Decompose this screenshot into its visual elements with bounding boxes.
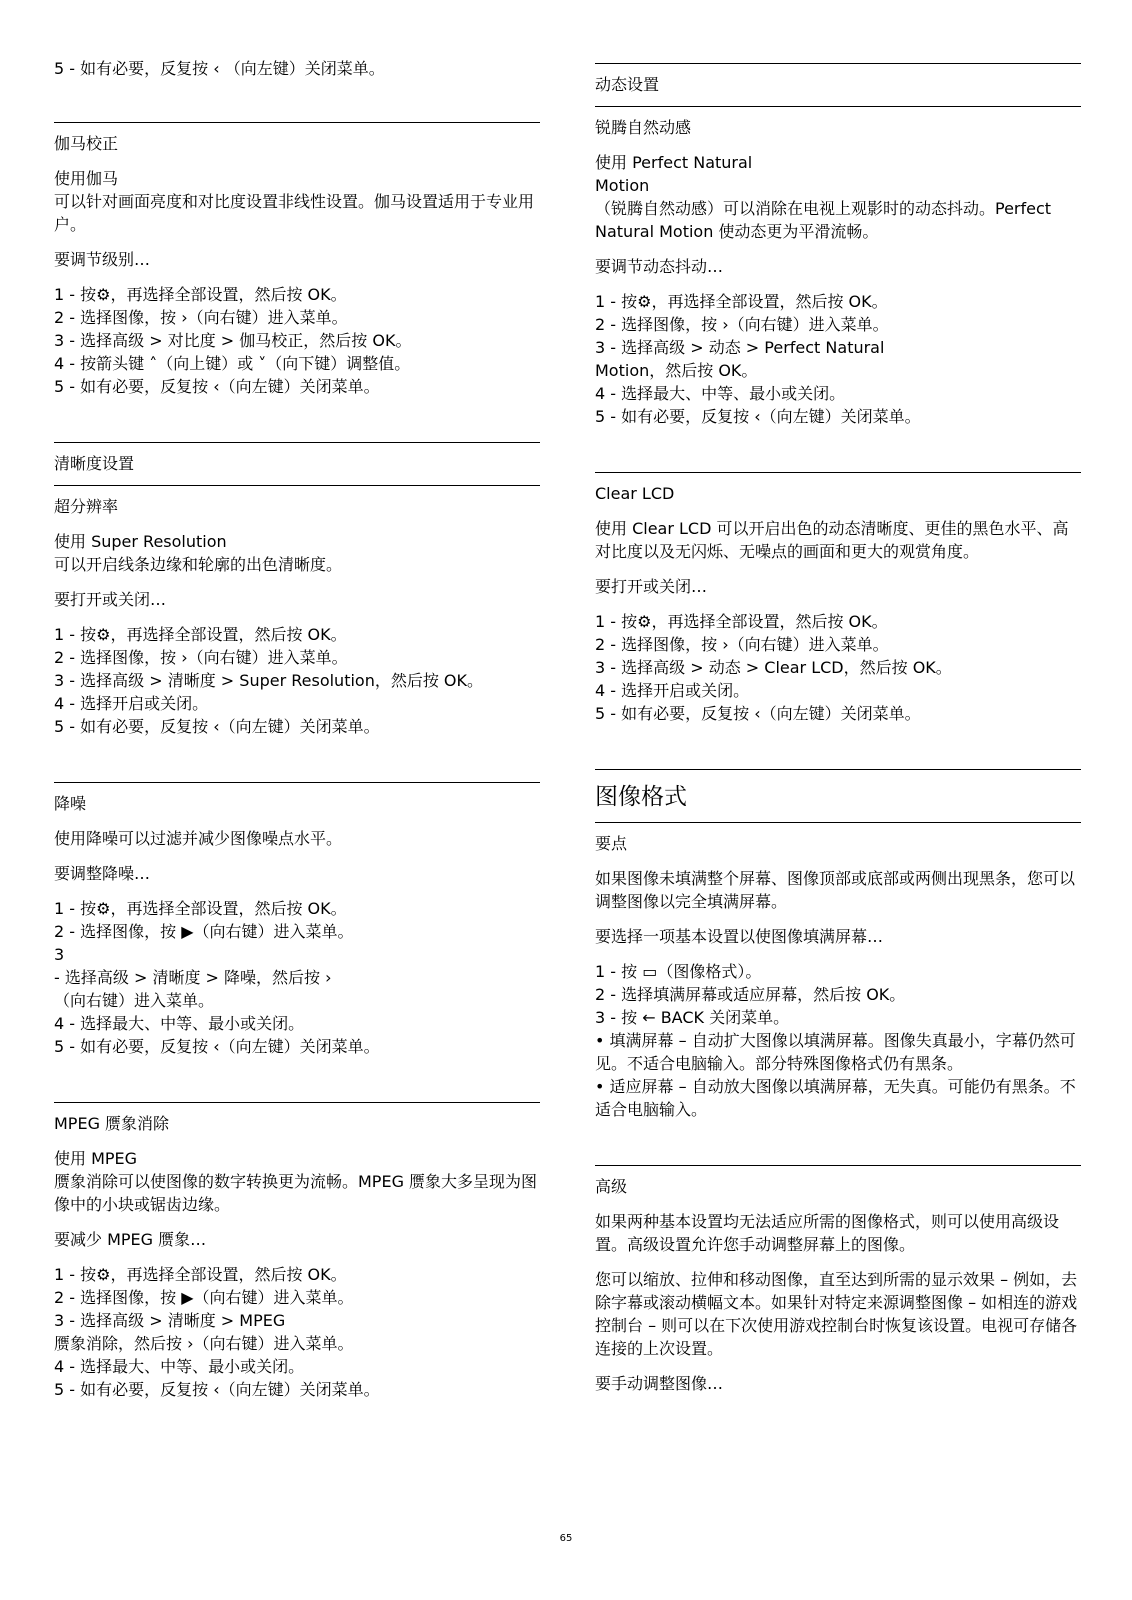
picture-format-subtitle: 要点 <box>595 834 628 853</box>
advanced-title: 高级 <box>595 1177 628 1196</box>
clear-lcd-lead: 要打开或关闭… <box>595 577 708 596</box>
section-rule <box>595 1165 1081 1166</box>
section-rule <box>54 782 540 783</box>
list-item: 5 - 如有必要，反复按 ‹（向左键）关闭菜单。 <box>54 377 380 396</box>
picture-format-title: 图像格式 <box>595 784 687 810</box>
advanced-para-2: 您可以缩放、拉伸和移动图像，直至达到所需的显示效果 – 例如，去除字幕或滚动横幅文本。如果针对特定来源调整图像 – 如相连的游戏控制台 – 则可以在下次使用游戏控制台时恢复该设置。电视可存储各连接的上次设置。 <box>595 1270 1078 1358</box>
list-item: 1 - 按⚙，再选择全部设置，然后按 OK。 <box>54 285 347 304</box>
motion-subtitle: 锐腾自然动感 <box>595 118 692 137</box>
clear-lcd-steps <box>595 610 1081 725</box>
picture-format-lead: 要选择一项基本设置以使图像填满屏幕… <box>595 927 884 946</box>
list-item: 2 - 选择填满屏幕或适应屏幕，然后按 OK。 <box>595 985 906 1004</box>
clear-lcd-section <box>595 472 1081 725</box>
clarity-intro: 使用 Super Resolution 可以开启线条边缘和轮廓的出色清晰度。 <box>54 532 343 574</box>
noise-intro: 使用降噪可以过滤并减少图像噪点水平。 <box>54 829 343 848</box>
list-item: 2 - 选择图像，按 ▶（向右键）进入菜单。 <box>54 922 354 941</box>
list-item: 3 - 选择高级 > 清晰度 > Super Resolution，然后按 OK。 <box>54 671 484 690</box>
list-item: 2 - 选择图像，按 ›（向右键）进入菜单。 <box>54 308 348 327</box>
picture-format-steps <box>595 960 1081 1121</box>
motion-intro: 使用 Perfect Natural Motion （锐腾自然动感）可以消除在电视上观影时的动态抖动。Perfect Natural Motion 使动态更为平滑流畅。 <box>595 153 1052 241</box>
clarity-subtitle: 超分辨率 <box>54 497 119 516</box>
advanced-lead: 要手动调整图像… <box>595 1374 724 1393</box>
motion-steps <box>595 290 1081 428</box>
list-item: 4 - 选择开启或关闭。 <box>54 694 209 713</box>
list-item: 1 - 按⚙，再选择全部设置，然后按 OK。 <box>54 625 347 644</box>
list-item: 3 - 选择高级 > 动态 > Clear LCD，然后按 OK。 <box>595 658 952 677</box>
right-column <box>595 0 1081 1439</box>
clear-lcd-title: Clear LCD <box>595 484 675 503</box>
clarity-title: 清晰度设置 <box>54 454 135 473</box>
motion-title: 动态设置 <box>595 75 660 94</box>
noise-steps <box>54 897 540 1058</box>
list-item: 4 - 选择最大、中等、最小或关闭。 <box>54 1357 305 1376</box>
list-item: 5 - 如有必要，反复按 ‹（向左键）关闭菜单。 <box>54 1380 380 1399</box>
gamma-title: 伽马校正 <box>54 134 119 153</box>
list-item: • 填满屏幕 – 自动扩大图像以填满屏幕。图像失真最小，字幕仍然可见。不适合电脑输入。部分特殊图像格式仍有黑条。 <box>595 1031 1076 1073</box>
motion-section <box>595 63 1081 428</box>
list-item: • 适应屏幕 – 自动放大图像以填满屏幕，无失真。可能仍有黑条。不适合电脑输入。 <box>595 1077 1076 1119</box>
section-rule <box>54 1102 540 1103</box>
list-item: 4 - 选择最大、中等、最小或关闭。 <box>595 384 846 403</box>
list-item: 2 - 选择图像，按 ›（向右键）进入菜单。 <box>595 315 889 334</box>
gamma-steps <box>54 283 540 398</box>
list-item: 3 - 按 ← BACK 关闭菜单。 <box>595 1008 790 1027</box>
mpeg-steps <box>54 1263 540 1401</box>
list-item: 3 - 选择高级 > 清晰度 > MPEG <box>54 1311 286 1330</box>
noise-section <box>54 782 540 1058</box>
section-rule <box>54 122 540 123</box>
noise-title: 降噪 <box>54 794 87 813</box>
list-item: 4 - 按箭头键 ˄（向上键）或 ˅（向下键）调整值。 <box>54 354 411 373</box>
list-item: 1 - 按⚙，再选择全部设置，然后按 OK。 <box>595 612 888 631</box>
page-number: 65 <box>559 1533 573 1544</box>
clarity-steps <box>54 623 540 738</box>
advanced-section <box>595 1165 1081 1395</box>
list-item: Motion，然后按 OK。 <box>595 361 758 380</box>
list-item: 2 - 选择图像，按 ›（向右键）进入菜单。 <box>595 635 889 654</box>
mpeg-title: MPEG 赝象消除 <box>54 1114 170 1133</box>
noise-lead: 要调整降噪… <box>54 864 151 883</box>
list-item: 赝象消除，然后按 ›（向右键）进入菜单。 <box>54 1334 354 1353</box>
gamma-intro: 使用伽马 可以针对画面亮度和对比度设置非线性设置。伽马设置适用于专业用户。 <box>54 169 535 234</box>
list-item: （向右键）进入菜单。 <box>54 991 215 1010</box>
list-item: 3 <box>54 945 65 964</box>
section-rule <box>54 442 540 443</box>
picture-format-section <box>595 769 1081 1121</box>
mpeg-lead: 要减少 MPEG 赝象… <box>54 1230 207 1249</box>
subsection-rule <box>54 485 540 486</box>
list-item: 1 - 按⚙，再选择全部设置，然后按 OK。 <box>595 292 888 311</box>
clarity-section <box>54 442 540 738</box>
list-item: 2 - 选择图像，按 ›（向右键）进入菜单。 <box>54 648 348 667</box>
left-column <box>54 0 540 1445</box>
list-item: 3 - 选择高级 > 动态 > Perfect Natural <box>595 338 885 357</box>
clear-lcd-intro: 使用 Clear LCD 可以开启出色的动态清晰度、更佳的黑色水平、高对比度以及无闪烁、无噪点的画面和更大的观赏角度。 <box>595 519 1069 561</box>
list-item: 5 - 如有必要，反复按 ‹（向左键）关闭菜单。 <box>54 1037 380 1056</box>
section-rule <box>595 63 1081 64</box>
motion-lead: 要调节动态抖动… <box>595 257 724 276</box>
section-rule <box>595 769 1081 770</box>
list-item: 5 - 如有必要，反复按 ‹（向左键）关闭菜单。 <box>595 704 921 723</box>
picture-format-intro: 如果图像未填满整个屏幕、图像顶部或底部或两侧出现黑条，您可以调整图像以完全填满屏幕。 <box>595 869 1076 911</box>
mpeg-section <box>54 1102 540 1401</box>
list-item: - 选择高级 > 清晰度 > 降噪，然后按 › <box>54 968 332 987</box>
mpeg-intro: 使用 MPEG 赝象消除可以使图像的数字转换更为流畅。MPEG 赝象大多呈现为图像中的小块或锯齿边缘。 <box>54 1149 538 1214</box>
section-rule <box>595 472 1081 473</box>
list-item: 1 - 按 ▭（图像格式）。 <box>595 962 762 981</box>
subsection-rule <box>595 822 1081 823</box>
list-item: 4 - 选择开启或关闭。 <box>595 681 750 700</box>
list-item: 3 - 选择高级 > 对比度 > 伽马校正，然后按 OK。 <box>54 331 412 350</box>
list-item: 1 - 按⚙，再选择全部设置，然后按 OK。 <box>54 1265 347 1284</box>
clarity-lead: 要打开或关闭… <box>54 590 167 609</box>
gamma-section <box>54 122 540 398</box>
list-item: 1 - 按⚙，再选择全部设置，然后按 OK。 <box>54 899 347 918</box>
advanced-para-1: 如果两种基本设置均无法适应所需的图像格式，则可以使用高级设置。高级设置允许您手动调整屏幕上的图像。 <box>595 1212 1060 1254</box>
list-item: 2 - 选择图像，按 ▶（向右键）进入菜单。 <box>54 1288 354 1307</box>
list-item: 5 - 如有必要，反复按 ‹（向左键）关闭菜单。 <box>595 407 921 426</box>
list-item: 5 - 如有必要，反复按 ‹（向左键）关闭菜单。 <box>54 717 380 736</box>
list-item: 4 - 选择最大、中等、最小或关闭。 <box>54 1014 305 1033</box>
gamma-lead: 要调节级别… <box>54 250 151 269</box>
subsection-rule <box>595 106 1081 107</box>
top-step: 5 - 如有必要，反复按 ‹ （向左键）关闭菜单。 <box>54 59 385 78</box>
